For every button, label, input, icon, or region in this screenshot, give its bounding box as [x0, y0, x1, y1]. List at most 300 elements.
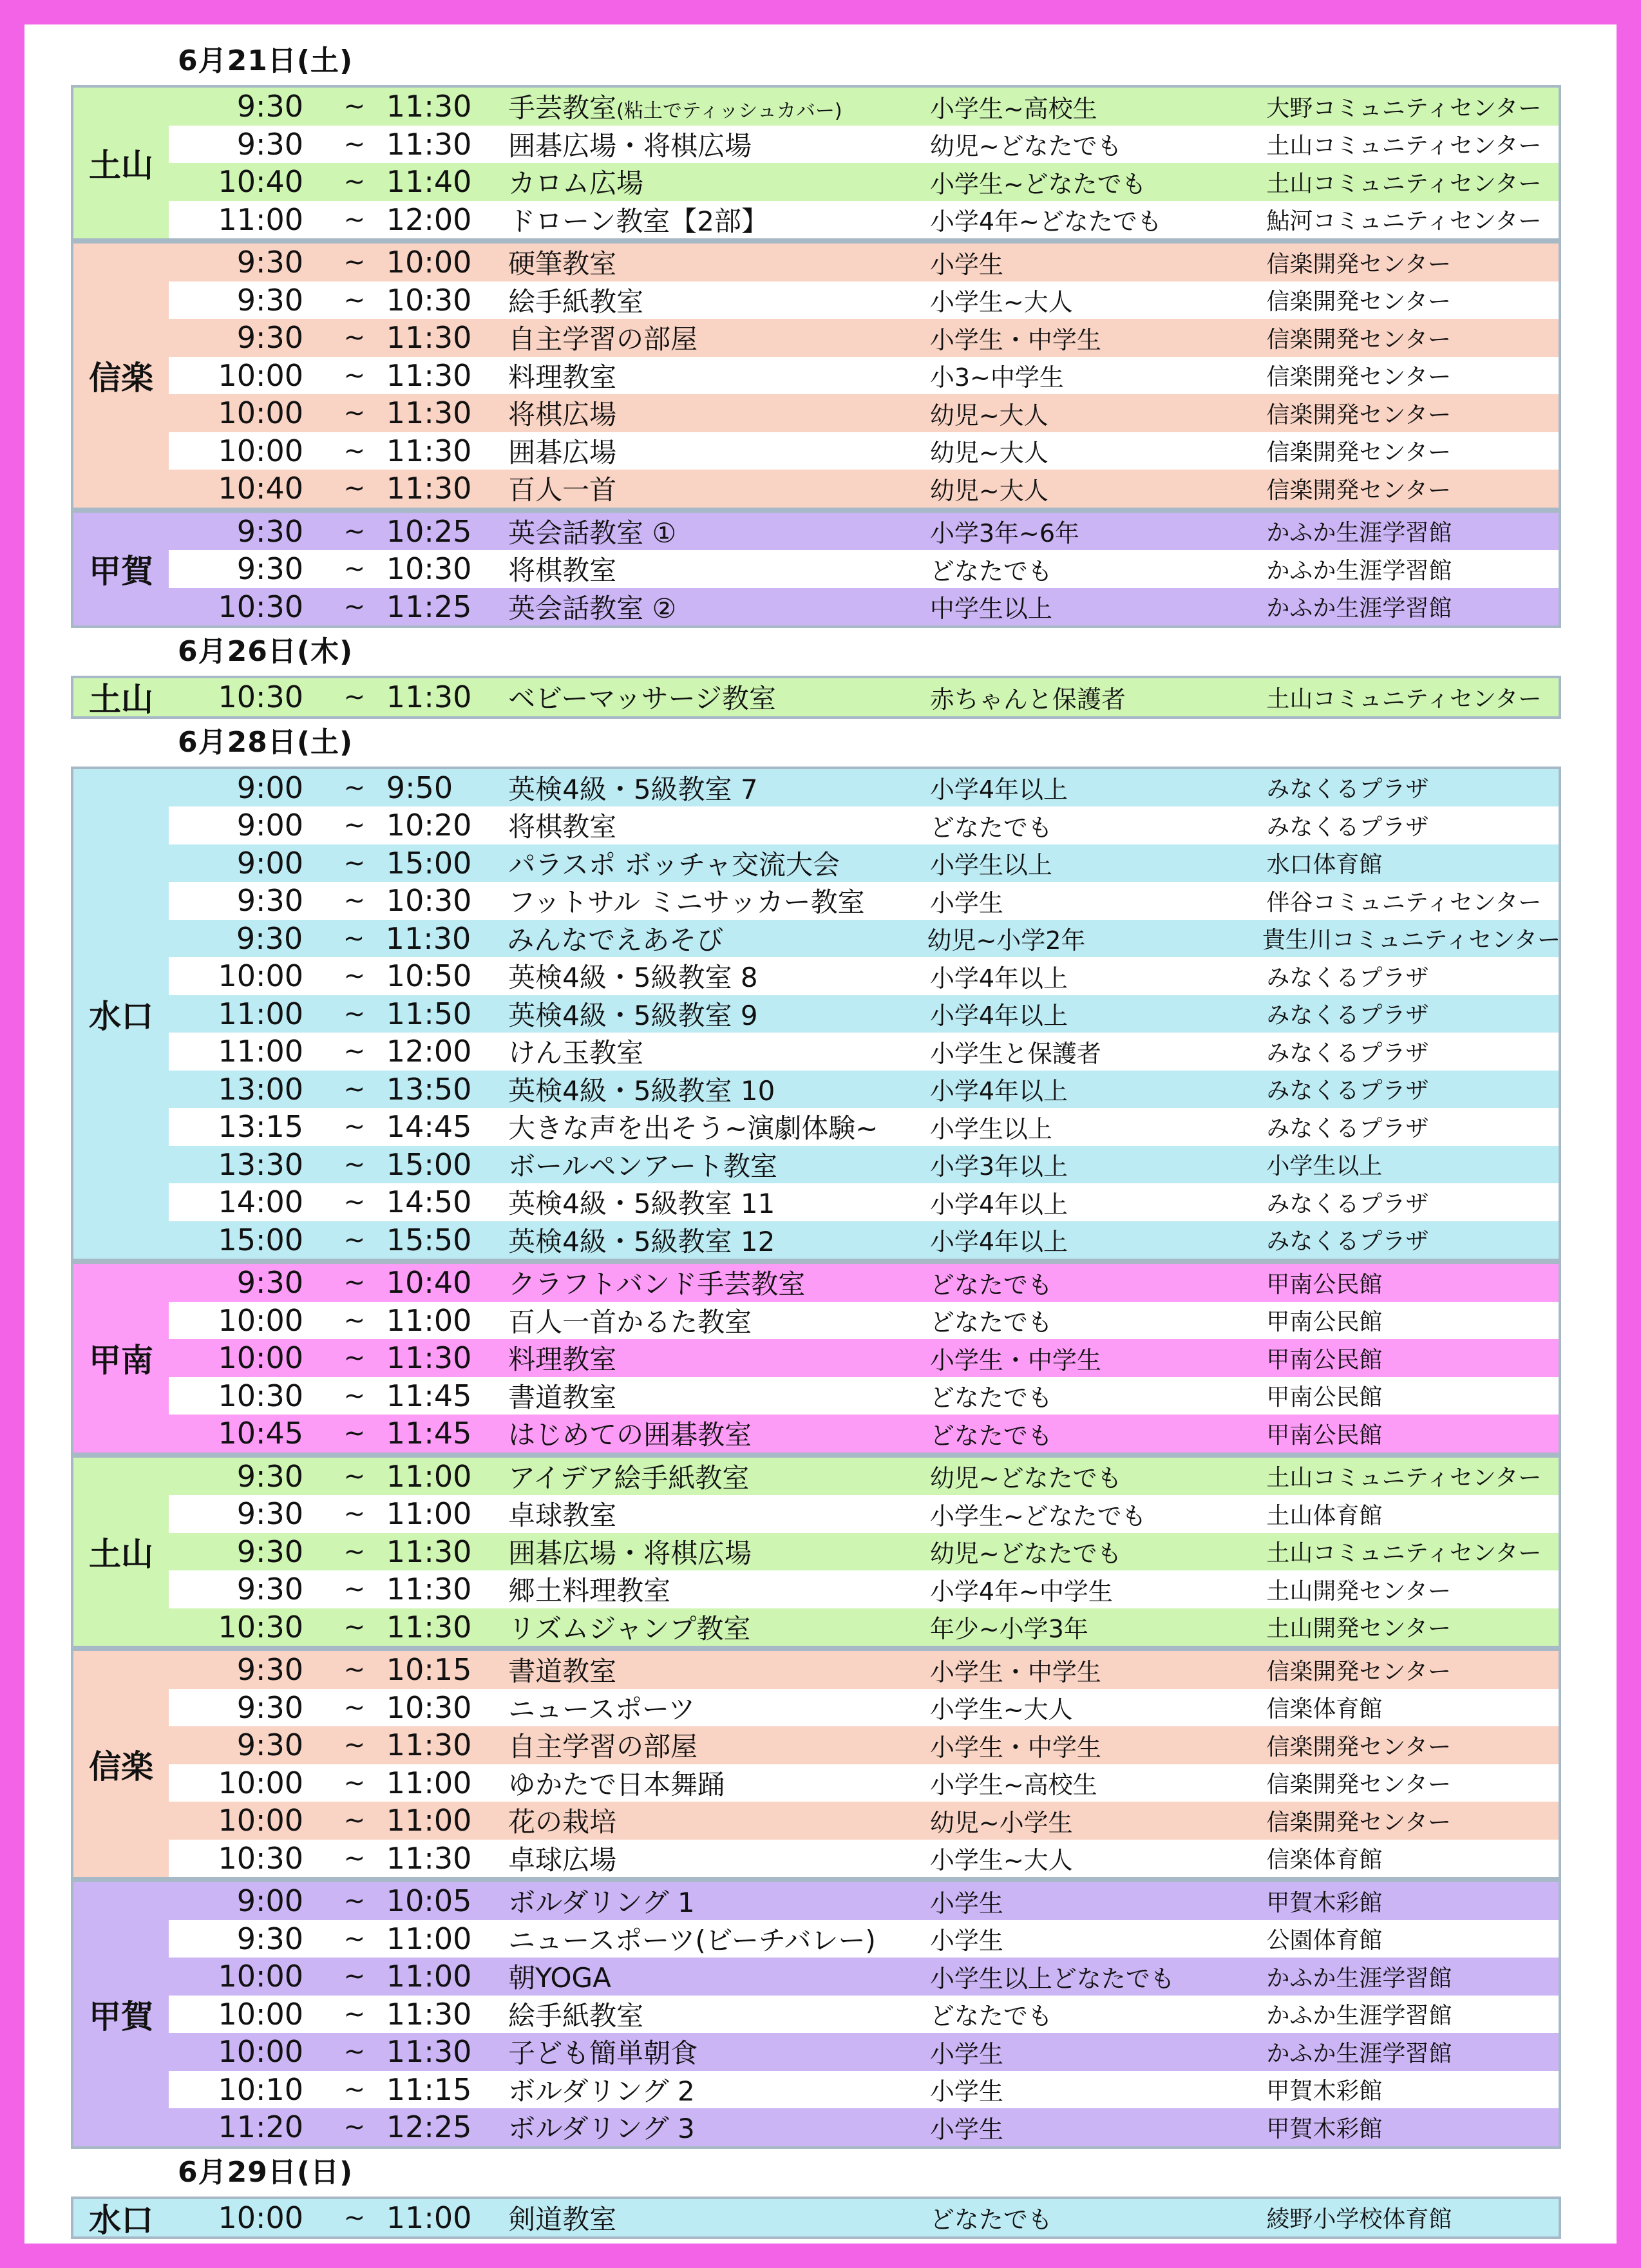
area-label: 甲賀	[73, 1882, 169, 2146]
start-time: 10:45	[218, 1416, 304, 1451]
event-row	[169, 678, 1559, 716]
time-separator: ~	[343, 591, 366, 622]
event-row	[169, 1651, 1559, 1689]
event-title	[508, 87, 930, 126]
event-title	[508, 1263, 930, 1302]
venue: 土山開発センター	[1266, 1615, 1451, 1643]
target-audience: 小3~中学生	[929, 363, 1064, 392]
end-time: 12:00	[386, 202, 472, 237]
time-separator: ~	[343, 473, 366, 504]
start-time: 9:30	[236, 1921, 304, 1956]
event-row	[169, 1840, 1559, 1878]
event-title-text: 花の栽培	[508, 1806, 617, 1838]
event-title-text: 百人一首かるた教室	[508, 1306, 752, 1338]
target-audience: 幼児~どなたでも	[929, 1464, 1122, 1493]
event-row	[169, 201, 1559, 239]
event-title-text: リズムジャンプ教室	[508, 1612, 751, 1644]
event-title-text: ニュースポーツ(ビーチバレー)	[508, 1924, 876, 1956]
target-audience: 小学生~大人	[929, 1846, 1073, 1875]
target-audience: 小学生・中学生	[929, 325, 1101, 354]
event-row	[169, 957, 1559, 995]
event-title-text: ボールペンアート教室	[508, 1150, 778, 1182]
area-block	[71, 1880, 1561, 2149]
event-title	[508, 162, 930, 201]
time-separator: ~	[343, 848, 366, 878]
time-separator: ~	[343, 1268, 366, 1298]
event-title	[508, 1107, 930, 1146]
venue: 信楽開発センター	[1266, 326, 1451, 353]
venue: 甲賀木彩館	[1266, 2115, 1383, 2142]
area-label: 甲南	[73, 1264, 169, 1453]
venue: 信楽開発センター	[1266, 1771, 1451, 1798]
venue: 土山コミュニティセンター	[1266, 685, 1542, 712]
event-title	[508, 1801, 930, 1840]
time-separator: ~	[343, 1923, 366, 1954]
event-title-text: 剣道教室	[508, 2203, 617, 2235]
event-title-text: ニュースポーツ	[508, 1693, 696, 1725]
event-title-text: フットサル ミニサッカー教室	[508, 886, 865, 919]
time-separator: ~	[343, 1461, 366, 1491]
area-block	[71, 1261, 1561, 1455]
target-audience: どなたでも	[929, 1421, 1052, 1450]
event-row	[169, 882, 1559, 920]
event-title	[508, 1882, 930, 1920]
event-row	[169, 1071, 1559, 1109]
event-title-text: 英検4級・5級教室 11	[508, 1188, 775, 1220]
time-separator: ~	[343, 1074, 366, 1104]
event-title-text: アイデア絵手紙教室	[508, 1462, 750, 1494]
end-time: 11:30	[386, 433, 472, 468]
event-title-text: 英検4級・5級教室 8	[508, 962, 758, 994]
area-block	[71, 85, 1561, 241]
start-time: 10:00	[218, 2034, 304, 2070]
end-time: 11:00	[386, 1959, 472, 1994]
event-title	[508, 432, 930, 470]
end-time: 10:25	[386, 513, 472, 549]
venue: 信楽開発センター	[1266, 1733, 1451, 1760]
start-time: 15:00	[218, 1222, 304, 1257]
event-row	[169, 1221, 1559, 1259]
start-time: 9:30	[236, 89, 304, 124]
venue: かふか生涯学習館	[1266, 595, 1452, 622]
event-title	[508, 1221, 930, 1259]
venue: みなくるプラザ	[1266, 964, 1429, 991]
target-audience: 赤ちゃんと保護者	[929, 685, 1126, 714]
end-time: 12:25	[386, 2110, 472, 2145]
end-time: 11:00	[386, 1302, 472, 1338]
start-time: 10:00	[218, 1803, 304, 1838]
time-separator: ~	[343, 1574, 366, 1605]
end-time: 15:50	[386, 1222, 472, 1257]
event-title-text: カロム広場	[508, 167, 644, 200]
event-row	[169, 1146, 1559, 1184]
start-time: 13:00	[218, 1071, 304, 1107]
start-time: 9:30	[236, 126, 304, 162]
venue: 大野コミュニティセンター	[1266, 95, 1542, 122]
area-label: 土山	[73, 678, 169, 716]
end-time: 11:30	[386, 395, 472, 431]
venue: 甲南公民館	[1266, 1346, 1383, 1373]
start-time: 9:30	[236, 513, 304, 549]
start-time: 10:30	[218, 1840, 304, 1876]
event-title	[508, 1339, 930, 1377]
event-title	[508, 2108, 930, 2146]
end-time: 11:50	[386, 996, 472, 1031]
event-row	[169, 844, 1559, 882]
area-label: 水口	[73, 2199, 169, 2237]
event-title	[508, 1688, 930, 1727]
time-separator: ~	[343, 1843, 366, 1873]
venue: 甲賀木彩館	[1266, 2078, 1383, 2105]
event-title-text: ボルダリング 3	[508, 2113, 695, 2145]
time-separator: ~	[343, 1655, 366, 1685]
end-time: 10:30	[386, 883, 472, 919]
event-row	[169, 588, 1559, 626]
target-audience: 小学生・中学生	[929, 1733, 1101, 1762]
event-row	[169, 357, 1559, 395]
time-separator: ~	[343, 554, 366, 584]
target-audience: 小学生と保護者	[929, 1039, 1101, 1068]
end-time: 11:30	[386, 1572, 472, 1607]
time-separator: ~	[343, 772, 366, 803]
event-title	[508, 1457, 930, 1496]
event-title	[508, 1070, 930, 1109]
time-separator: ~	[343, 1187, 366, 1217]
target-audience: 小学生	[929, 888, 1003, 917]
start-time: 9:30	[236, 1572, 304, 1607]
event-title-text: 書道教室	[508, 1381, 617, 1413]
event-title-text: 卓球教室	[508, 1500, 617, 1532]
start-time: 9:30	[236, 883, 304, 919]
target-audience: 幼児~大人	[929, 401, 1048, 430]
event-title	[508, 1377, 930, 1415]
target-audience: 幼児~どなたでも	[929, 132, 1122, 161]
target-audience: どなたでも	[929, 1308, 1052, 1337]
time-separator: ~	[343, 1612, 366, 1642]
end-time: 11:30	[386, 1728, 472, 1763]
event-row	[169, 126, 1559, 164]
time-separator: ~	[343, 360, 366, 390]
time-separator: ~	[343, 1036, 366, 1067]
time-separator: ~	[343, 285, 366, 315]
time-separator: ~	[343, 682, 366, 712]
event-title	[508, 1494, 930, 1533]
target-audience: どなたでも	[929, 2002, 1052, 2031]
venue: みなくるプラザ	[1266, 1040, 1429, 1067]
event-row	[169, 995, 1559, 1033]
event-row	[169, 1802, 1559, 1840]
event-row	[169, 550, 1559, 588]
venue: みなくるプラザ	[1266, 1190, 1429, 1217]
event-title-text: 手芸教室	[508, 92, 617, 124]
start-time: 9:30	[236, 1690, 304, 1725]
day-date-heading: 6月26日(木)	[178, 635, 354, 668]
event-title	[508, 549, 930, 588]
event-title	[508, 1957, 930, 1996]
start-time: 11:00	[218, 1034, 304, 1069]
event-row	[169, 769, 1559, 807]
schedule-document	[71, 37, 1561, 2239]
area-label: 信楽	[73, 243, 169, 508]
event-row	[169, 513, 1559, 551]
target-audience: 小学生~どなたでも	[929, 169, 1146, 198]
end-time: 11:40	[386, 164, 472, 200]
event-row	[169, 2033, 1559, 2071]
event-title-text: パラスポ ボッチャ交流大会	[508, 848, 840, 881]
venue: みなくるプラザ	[1266, 1228, 1429, 1255]
event-title-text: 英会話教室 ②	[508, 592, 677, 624]
start-time: 9:30	[236, 282, 304, 318]
start-time: 9:30	[236, 245, 304, 280]
time-separator: ~	[343, 1692, 366, 1722]
event-title	[508, 1995, 930, 2034]
event-title	[508, 1183, 930, 1221]
start-time: 10:00	[218, 1765, 304, 1800]
event-title	[508, 281, 930, 319]
start-time: 10:00	[218, 395, 304, 431]
venue: 甲賀木彩館	[1266, 1889, 1383, 1916]
time-separator: ~	[343, 1149, 366, 1179]
event-title-text: 絵手紙教室	[508, 285, 644, 318]
area-block	[71, 676, 1561, 719]
end-time: 11:30	[386, 357, 472, 393]
target-audience: 小学生	[929, 1889, 1003, 1918]
time-separator: ~	[343, 1806, 366, 1836]
target-audience: 小学生	[929, 250, 1003, 279]
time-separator: ~	[343, 2112, 366, 2142]
time-separator: ~	[343, 1112, 366, 1142]
venue: かふか生涯学習館	[1266, 557, 1452, 584]
end-time: 14:50	[386, 1185, 472, 1220]
venue: 信楽開発センター	[1266, 364, 1451, 391]
area-label: 信楽	[73, 1651, 169, 1877]
target-audience: 幼児~大人	[929, 439, 1048, 468]
event-title	[508, 469, 930, 508]
start-time: 10:00	[218, 433, 304, 468]
time-separator: ~	[343, 435, 366, 466]
target-audience: 小学4年~どなたでも	[929, 207, 1162, 236]
start-time: 10:00	[218, 1996, 304, 2032]
target-audience: 小学生	[929, 2039, 1003, 2068]
target-audience: 中学生以上	[929, 595, 1052, 624]
time-separator: ~	[343, 1730, 366, 1760]
start-time: 9:00	[236, 845, 304, 881]
venue: 土山コミュニティセンター	[1266, 133, 1542, 160]
event-title-text: けん玉教室	[508, 1037, 644, 1069]
event-title-text: 英検4級・5級教室 12	[508, 1225, 775, 1257]
time-separator: ~	[343, 398, 366, 428]
start-time: 10:00	[218, 1959, 304, 1994]
target-audience: 小学生	[929, 2077, 1003, 2106]
start-time: 11:20	[218, 2110, 304, 2145]
venue: 信楽体育館	[1266, 1847, 1383, 1874]
event-row	[169, 1726, 1559, 1764]
event-title-text: 大きな声を出そう~演劇体験~	[508, 1112, 878, 1145]
event-title-text: 書道教室	[508, 1655, 617, 1688]
area-label: 甲賀	[73, 513, 169, 626]
target-audience: 幼児~大人	[929, 476, 1048, 505]
event-title-text: 囲碁広場・将棋広場	[508, 1537, 752, 1569]
end-time: 11:30	[386, 126, 472, 162]
event-title-text: ボルダリング 1	[508, 1887, 695, 1919]
event-title	[508, 1032, 930, 1071]
event-row	[169, 1458, 1559, 1496]
time-separator: ~	[343, 1380, 366, 1411]
event-title-text: クラフトバンド手芸教室	[508, 1268, 806, 1301]
end-time: 11:30	[386, 1340, 472, 1376]
target-audience: 小学生以上	[929, 1114, 1052, 1143]
end-time: 10:40	[386, 1265, 472, 1301]
event-row	[169, 1302, 1559, 1340]
event-row	[169, 1264, 1559, 1302]
event-title-text: ベビーマッサージ教室	[508, 683, 776, 715]
start-time: 10:00	[218, 958, 304, 994]
event-row	[169, 1415, 1559, 1453]
event-row	[169, 1339, 1559, 1377]
event-row	[169, 1108, 1559, 1146]
start-time: 9:30	[236, 1652, 304, 1688]
end-time: 11:30	[386, 680, 472, 715]
target-audience: 年少~小学3年	[929, 1615, 1088, 1644]
venue: 信楽開発センター	[1266, 477, 1451, 504]
event-title-text: 絵手紙教室	[508, 1999, 644, 2032]
time-separator: ~	[343, 2074, 366, 2104]
venue: 甲南公民館	[1266, 1422, 1383, 1449]
end-time: 11:00	[386, 1458, 472, 1494]
start-time: 9:30	[236, 1265, 304, 1301]
event-title	[508, 1920, 930, 1958]
end-time: 13:50	[386, 1071, 472, 1107]
event-title-text: 英検4級・5級教室 7	[508, 773, 758, 805]
target-audience: 小学4年以上	[929, 1077, 1068, 1106]
end-time: 11:30	[386, 1996, 472, 2032]
target-audience: 小学4年以上	[929, 1228, 1068, 1257]
venue: かふか生涯学習館	[1266, 2040, 1452, 2067]
end-time: 11:15	[386, 2072, 472, 2107]
end-time: 11:30	[386, 89, 472, 124]
event-title-text: 英検4級・5級教室 10	[508, 1074, 775, 1107]
event-title	[507, 919, 927, 958]
end-time: 11:45	[386, 1416, 472, 1451]
event-title	[508, 318, 930, 357]
target-audience: 小学生	[929, 2115, 1003, 2144]
end-time: 11:30	[385, 920, 471, 956]
event-title	[508, 881, 930, 920]
start-time: 9:30	[236, 551, 304, 587]
event-title-text: 自主学習の部屋	[508, 323, 698, 356]
end-time: 11:25	[386, 589, 472, 624]
day-date-heading: 6月28日(土)	[178, 725, 354, 759]
target-audience: 小学4年以上	[929, 1190, 1068, 1219]
event-row	[169, 2199, 1559, 2237]
event-title-text: 硬筆教室	[508, 248, 617, 280]
target-audience: 小学生・中学生	[929, 1346, 1101, 1375]
event-row	[169, 1608, 1559, 1646]
event-title-text: 郷土料理教室	[508, 1575, 671, 1607]
venue: 甲南公民館	[1266, 1271, 1383, 1298]
start-time: 9:30	[236, 1728, 304, 1763]
time-separator: ~	[343, 923, 365, 953]
end-time: 10:15	[386, 1652, 472, 1688]
end-time: 11:30	[386, 320, 472, 356]
event-title-text: ゆかたで日本舞踊	[508, 1768, 725, 1800]
end-time: 11:30	[386, 2034, 472, 2070]
event-row	[169, 920, 1559, 958]
target-audience: 幼児~どなたでも	[929, 1539, 1122, 1568]
venue: 信楽開発センター	[1266, 251, 1451, 278]
event-row	[169, 1996, 1559, 2034]
time-separator: ~	[343, 1768, 366, 1798]
event-title-text: 自主学習の部屋	[508, 1731, 698, 1763]
time-separator: ~	[343, 1305, 366, 1335]
target-audience: 小学生~大人	[929, 1695, 1073, 1724]
time-separator: ~	[343, 129, 366, 159]
event-title	[508, 1608, 930, 1646]
venue: 伴谷コミュニティセンター	[1266, 889, 1542, 916]
area-label: 土山	[73, 88, 169, 238]
event-title-text: 子ども簡単朝食	[508, 2037, 698, 2070]
area-label: 土山	[73, 1458, 169, 1646]
event-row	[169, 2108, 1559, 2146]
start-time: 10:40	[218, 471, 304, 506]
event-row	[169, 1570, 1559, 1608]
event-row	[169, 88, 1559, 126]
event-row	[169, 1958, 1559, 1996]
venue: 水口体育館	[1266, 852, 1383, 879]
event-title	[508, 768, 930, 807]
venue: みなくるプラザ	[1266, 1078, 1429, 1105]
venue: 信楽開発センター	[1266, 1658, 1451, 1685]
target-audience: 小学4年以上	[929, 1002, 1068, 1031]
event-title-text: はじめての囲碁教室	[508, 1419, 752, 1451]
time-separator: ~	[343, 204, 366, 234]
event-title	[508, 1726, 930, 1764]
target-audience: どなたでも	[929, 1384, 1052, 1413]
event-title	[508, 957, 930, 995]
area-block	[71, 767, 1561, 1262]
event-title	[508, 1145, 930, 1184]
time-separator: ~	[343, 1999, 366, 2029]
venue: 鮎河コミュニティセンター	[1266, 208, 1542, 235]
target-audience: 小学3年~6年	[929, 519, 1080, 548]
end-time: 11:30	[386, 1840, 472, 1876]
venue: 土山コミュニティセンター	[1266, 1465, 1542, 1492]
target-audience: 小学生	[929, 1927, 1003, 1956]
target-audience: どなたでも	[929, 2206, 1052, 2235]
venue: みなくるプラザ	[1266, 814, 1429, 841]
end-time: 10:30	[386, 551, 472, 587]
area-block	[71, 1648, 1561, 1880]
venue: かふか生涯学習館	[1266, 2003, 1452, 2030]
venue: 信楽開発センター	[1266, 289, 1451, 316]
area-label: 水口	[73, 769, 169, 1259]
day-date-heading: 6月21日(土)	[178, 44, 354, 77]
start-time: 10:00	[218, 1302, 304, 1338]
time-separator: ~	[343, 1886, 366, 1916]
venue: 貴生川コミュニティセンター	[1262, 927, 1560, 954]
target-audience: 小学4年~中学生	[929, 1577, 1113, 1606]
start-time: 9:30	[236, 920, 303, 956]
area-block	[71, 510, 1561, 629]
end-time: 11:30	[386, 1609, 472, 1644]
venue: 公園体育館	[1266, 1927, 1383, 1954]
time-separator: ~	[343, 323, 366, 353]
start-time: 10:10	[218, 2072, 304, 2107]
event-row	[169, 1689, 1559, 1727]
event-row	[169, 1377, 1559, 1415]
event-title	[508, 844, 930, 882]
event-title-text: 英会話教室 ①	[508, 517, 677, 549]
